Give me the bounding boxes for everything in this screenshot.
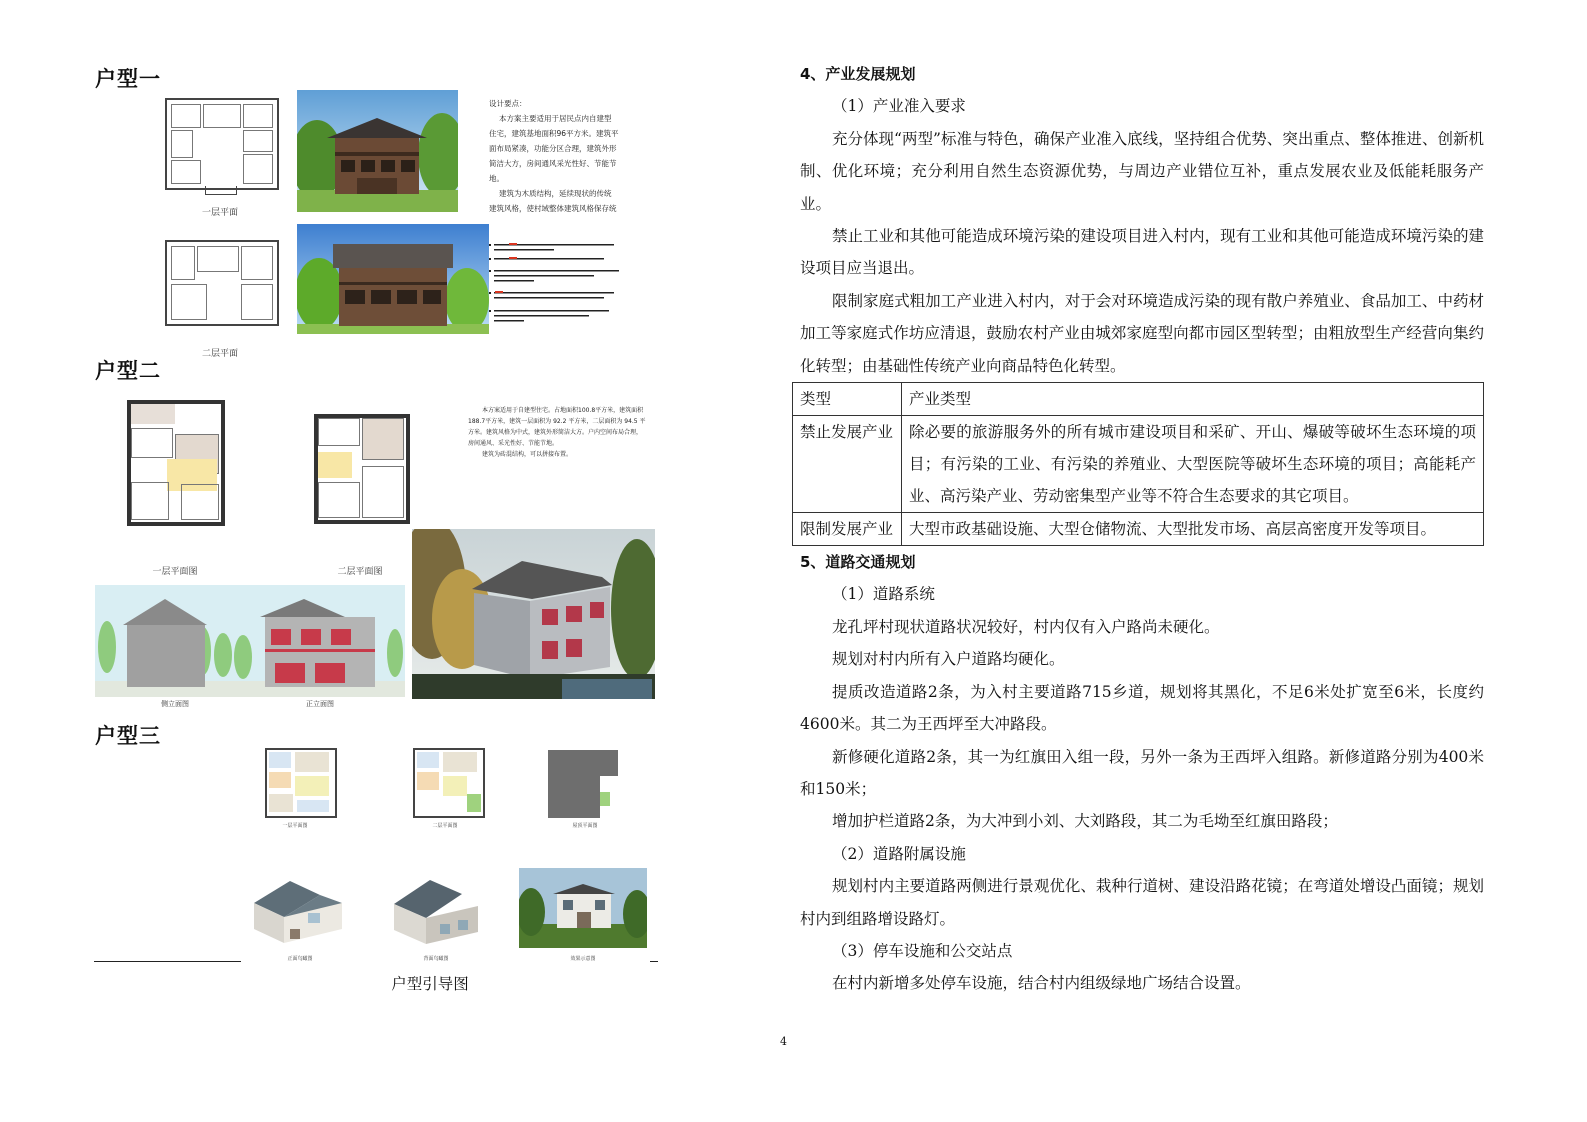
section-5-subtitle: （3）停车设施和公交站点: [832, 941, 1013, 960]
type3-effect-rendering: [519, 868, 647, 948]
paragraph: 规划村内主要道路两侧进行景观优化、栽种行道树、建设沿路花镜；在弯道处增设凸面镜；规划村内到组路增设路灯。: [800, 877, 1484, 928]
page-number: 4: [780, 1035, 787, 1048]
type3-caption: 正面鸟瞰图: [287, 956, 313, 962]
paragraph: 新修硬化道路2条，其一为红旗田入组一段，另外一条为王西坪入组路。新修道路分别为400米和150米；: [800, 747, 1484, 798]
paragraph: 提质改造道路2条，为入村主要道路715乡道，规划将其黑化，不足6米处扩宽至6米，长度约4600米。其二为王西坪至大冲路段。: [800, 682, 1484, 734]
type3-back-aerial: [386, 870, 486, 948]
paragraph: 在村内新增多处停车设施，结合村内组级绿地广场结合设置。: [832, 974, 1251, 993]
type3-caption: 一层平面图: [282, 823, 308, 829]
paragraph: 充分体现“两型”标准与特色，确保产业准入底线，坚持组合优势、突出重点、整体推进、创新机制、优化环境；充分利用自然生态资源优势，与周边产业错位互补，重点发展农业及低能耗服务产业。: [800, 129, 1484, 213]
table-row: [793, 416, 1484, 513]
type3-floor2-plan: [413, 748, 485, 818]
type2-floor1-plan: [127, 400, 225, 526]
type1-elevation-rendering: [297, 224, 489, 334]
type1-note-line: 建筑风格，使村域整体建筑风格保存统: [489, 204, 617, 213]
paragraph: 龙孔坪村现状道路状况较好，村内仅有入户路尚未硬化。: [832, 617, 1220, 636]
type1-note-line: 设计要点：: [489, 99, 527, 108]
industry-table: [792, 382, 1484, 546]
type1-floor1-plan: [165, 98, 279, 190]
type2-desc-line: 方米。建筑风格为中式，建筑外形简洁大方。户内空间布局合理，: [468, 429, 643, 436]
type2-desc-line: 本方案适用于自建型住宅。占地面积100.8平方米，建筑面积: [482, 407, 644, 414]
section-5-subtitle: （1）道路系统: [832, 585, 935, 604]
paragraph: 限制家庭式粗加工产业进入村内，对于会对环境造成污染的现有散户养殖业、食品加工、中药材加工等家庭式作坊应清退，鼓励农村产业由城郊家庭型向都市园区型转型；由粗放型生产经营向集约化转型；由基础性传统产业向商品特色化转型。: [800, 291, 1484, 375]
type2-floor2-caption: 二层平面图: [337, 567, 383, 577]
table-header-cell: 产业类型: [902, 383, 1484, 416]
type3-roof-plan: [548, 750, 618, 818]
type2-desc-line: 188.7平方米，建筑一层面积为 92.2 平方米，二层面积为 94.5 平: [468, 418, 646, 425]
paragraph: 规划对村内所有入户道路均硬化。: [832, 650, 1065, 669]
type2-floor2-plan: [314, 414, 410, 524]
section-5-title: 5、道路交通规划: [800, 553, 916, 572]
type2-elevations: [95, 585, 405, 697]
type1-note-line: 简洁大方，房间通风采光性好、节能节: [489, 159, 617, 168]
table-cell: 禁止发展产业: [793, 416, 902, 513]
guide-rule: [650, 961, 658, 962]
table-cell: 限制发展产业: [793, 513, 902, 546]
guide-rule: [94, 961, 241, 962]
section-4-subtitle: （1）产业准入要求: [832, 97, 966, 116]
type1-elevation-notes: [489, 240, 649, 334]
type2-house-rendering: [412, 529, 655, 699]
type2-floor1-caption: 一层平面图: [152, 567, 198, 577]
type2-front-caption: 正立面图: [306, 700, 334, 708]
type3-floor1-plan: [265, 748, 337, 818]
type2-title: 户型二: [95, 359, 161, 383]
type2-desc-line: 建筑为砖混结构，可以拼接布置。: [482, 451, 573, 458]
guide-caption: 户型引导图: [391, 975, 469, 993]
type1-floor2-plan: [165, 240, 279, 326]
type2-side-caption: 侧立面图: [161, 700, 189, 708]
type1-floor1-caption: 一层平面: [201, 208, 238, 218]
type3-caption: 效果示意图: [570, 956, 596, 962]
table-cell: 除必要的旅游服务外的所有城市建设项目和采矿、开山、爆破等破坏生态环境的项目；有污染的工业、有污染的养殖业、大型医院等破坏生态环境的项目；高能耗产业、高污染产业、劳动密集型产业等不符合生态要求的其它项目。: [902, 416, 1484, 513]
type1-note-line: 住宅，建筑基地面积96平方米。建筑平: [489, 129, 619, 138]
section-4-title: 4、产业发展规划: [800, 65, 916, 83]
table-cell: 大型市政基础设施、大型仓储物流、大型批发市场、高层高密度开发等项目。: [902, 513, 1484, 546]
type3-caption: 屋顶平面图: [572, 823, 598, 829]
type3-caption: 二层平面图: [432, 823, 458, 829]
right-page: [800, 58, 1484, 1000]
table-header-row: [793, 383, 1484, 416]
paragraph: 禁止工业和其他可能造成环境污染的建设项目进入村内，现有工业和其他可能造成环境污染的建设项目应当退出。: [800, 227, 1484, 278]
type3-caption: 背面鸟瞰图: [423, 956, 449, 962]
type3-front-aerial: [250, 873, 350, 949]
table-header-cell: 类型: [793, 383, 902, 416]
type1-note-line: 地。: [489, 174, 504, 183]
type1-title: 户型一: [95, 67, 161, 91]
paragraph: 增加护栏道路2条，为大冲到小刘、大刘路段，其二为毛坳至红旗田路段；: [832, 812, 1338, 831]
type1-house-rendering: [297, 90, 458, 212]
type1-note-line: 建筑为木质结构，延续现状的传统: [499, 189, 612, 198]
type1-floor2-caption: 二层平面: [201, 349, 238, 359]
type2-desc-line: 房间通风、采光性好、节能节地。: [468, 440, 559, 447]
section-5-subtitle: （2）道路附属设施: [832, 844, 966, 863]
table-row: [793, 513, 1484, 546]
type1-note-line: 本方案主要适用于居民点内自建型: [499, 114, 612, 123]
type3-title: 户型三: [95, 724, 161, 748]
type1-note-line: 面布局紧凑，功能分区合理，建筑外形: [489, 144, 617, 153]
